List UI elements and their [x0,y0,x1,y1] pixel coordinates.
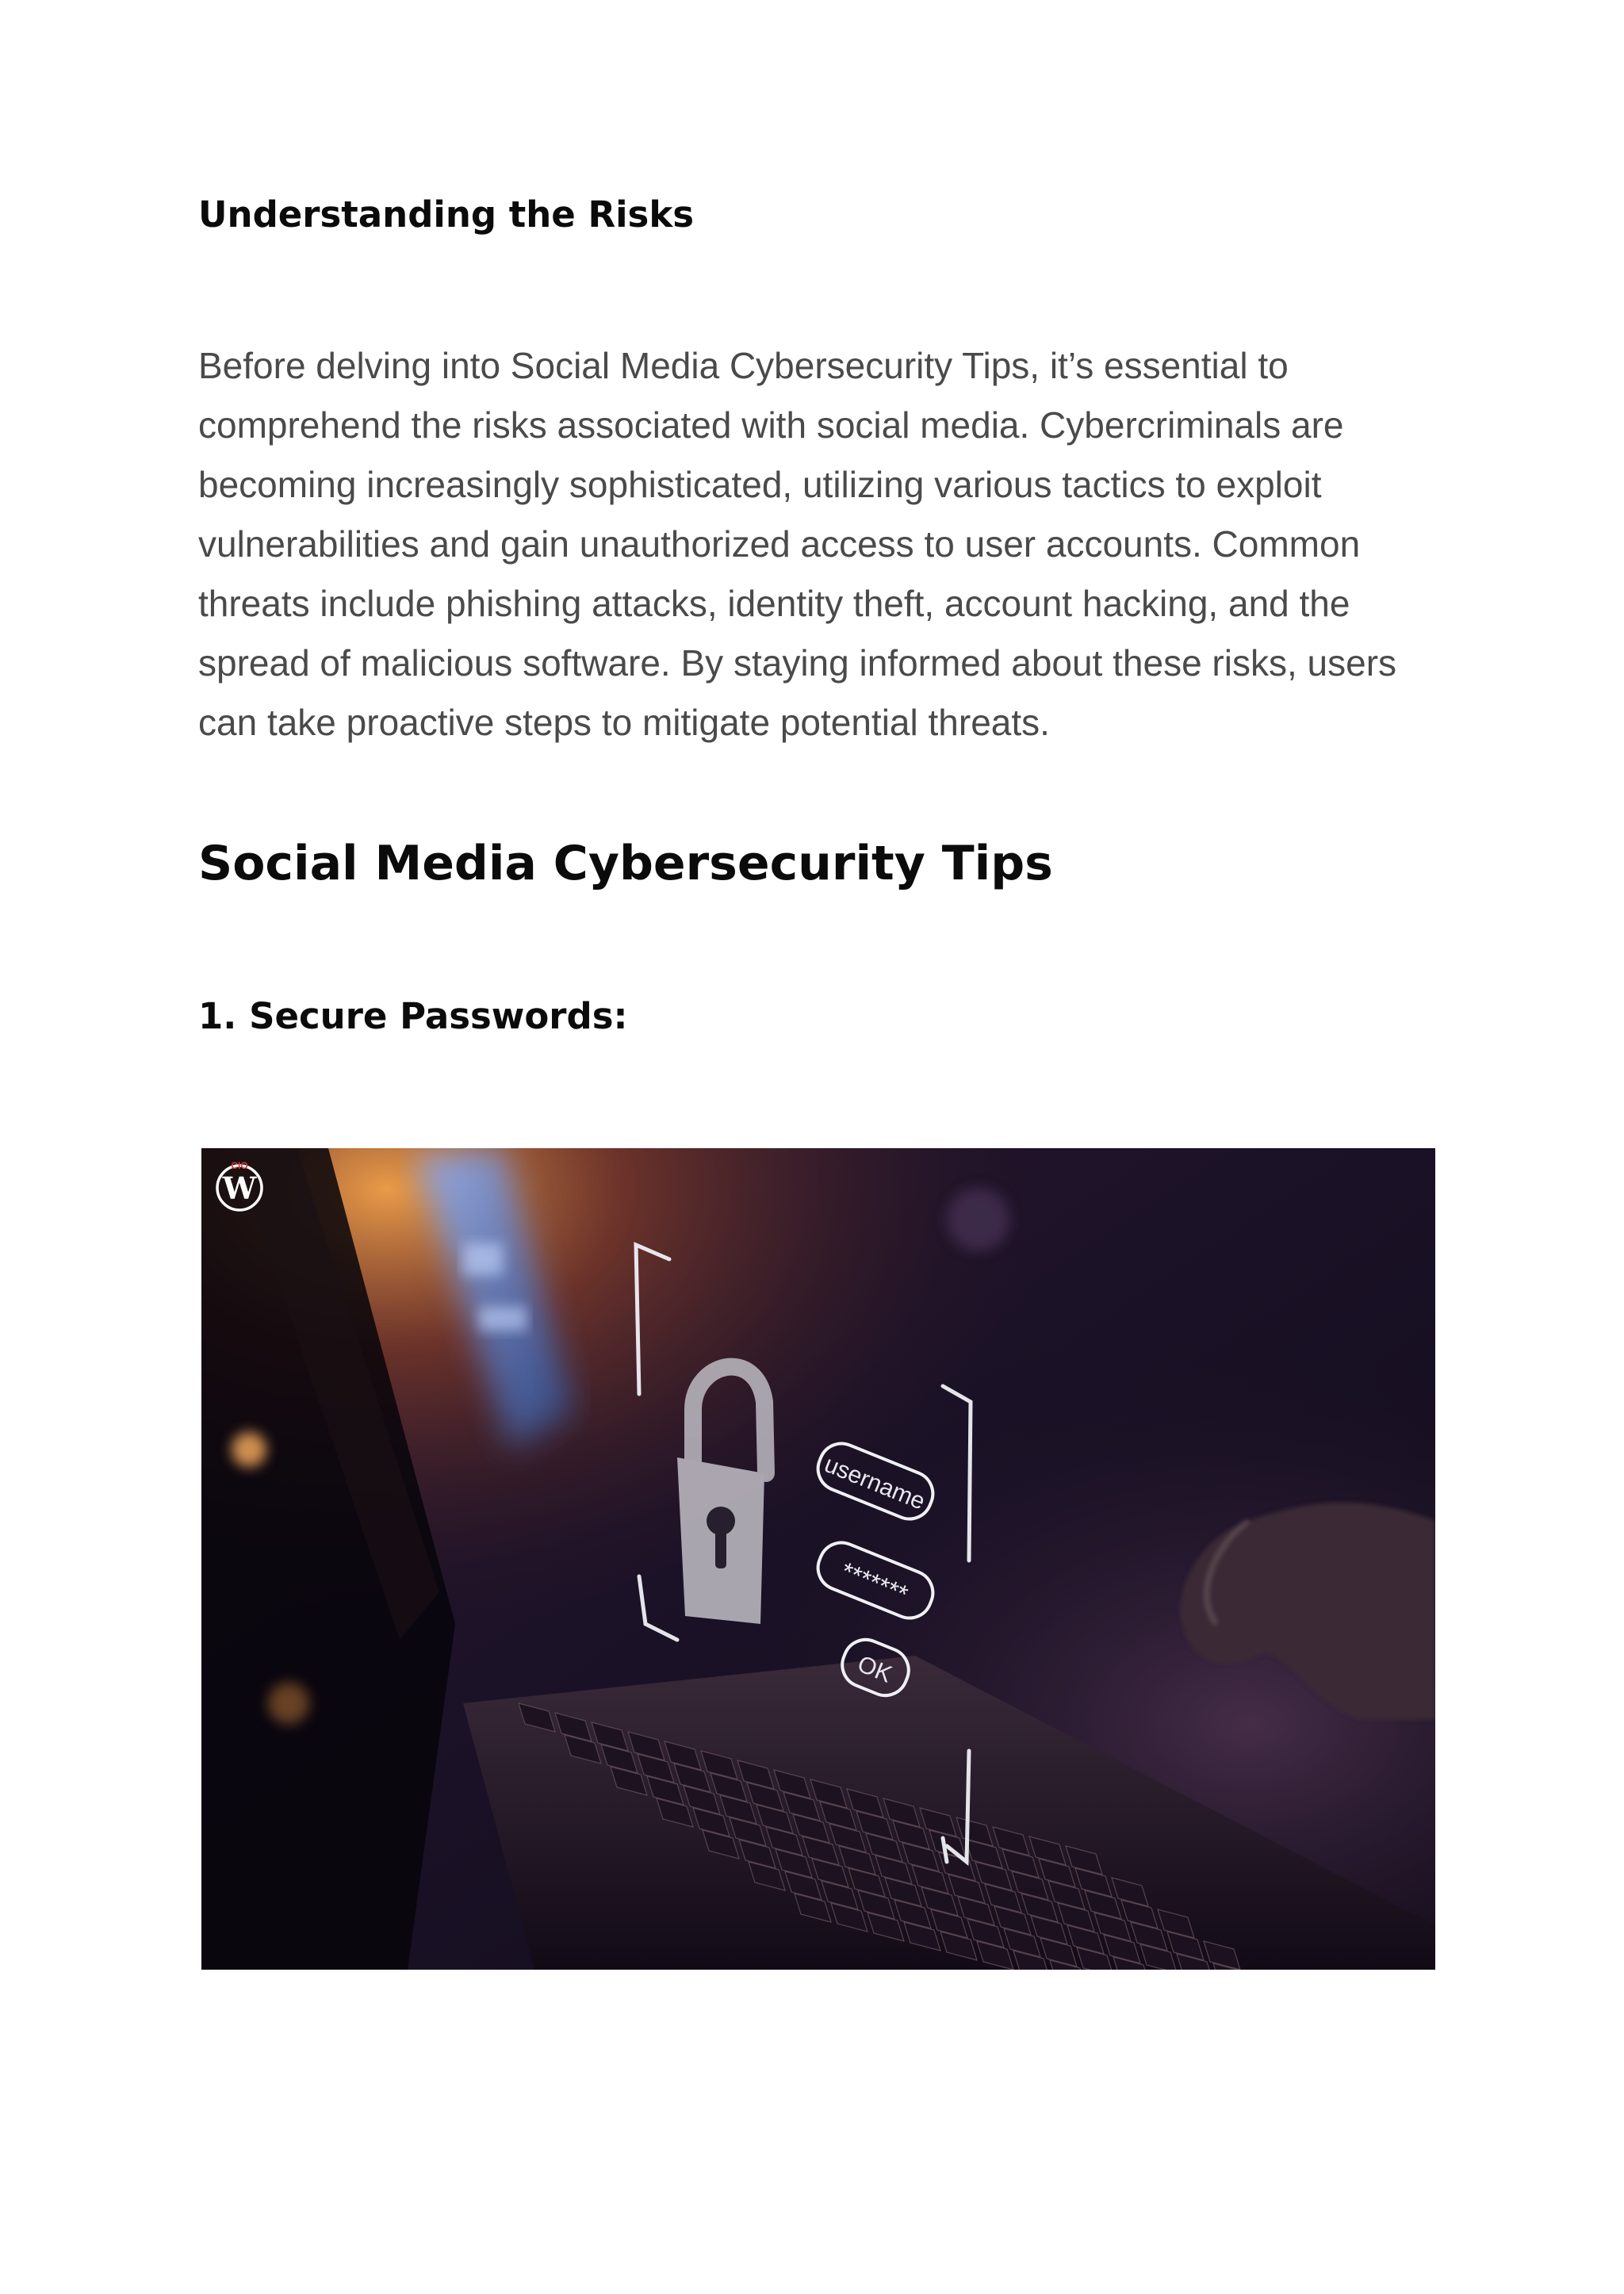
svg-text:CIO: CIO [231,1160,248,1171]
svg-text:W: W [222,1170,257,1206]
section-heading-risks: Understanding the Risks [198,193,695,236]
tip-heading-secure-passwords: 1. Secure Passwords: [198,995,628,1037]
section-heading-tips: Social Media Cybersecurity Tips [198,836,1053,891]
password-field-label: ******* [837,1556,913,1609]
username-field-label: username [821,1451,929,1515]
article-image-login-laptop [201,1148,1435,1970]
ok-button-label: OK [853,1650,896,1688]
risks-paragraph: Before delving into Social Media Cybersecurity Tips, it’s essential to comprehend the risks associated with social media. Cybercriminals are becoming increasingly sophisticated, utilizing various tactics to exploit vulnerabilities and gain unauthorized access to user accounts. Common threats include phishing attacks, identity theft, account hacking, and the spread of malicious software. By staying informed about these risks, users can take proactive steps to mitigate potential threats. [198,345,1397,743]
